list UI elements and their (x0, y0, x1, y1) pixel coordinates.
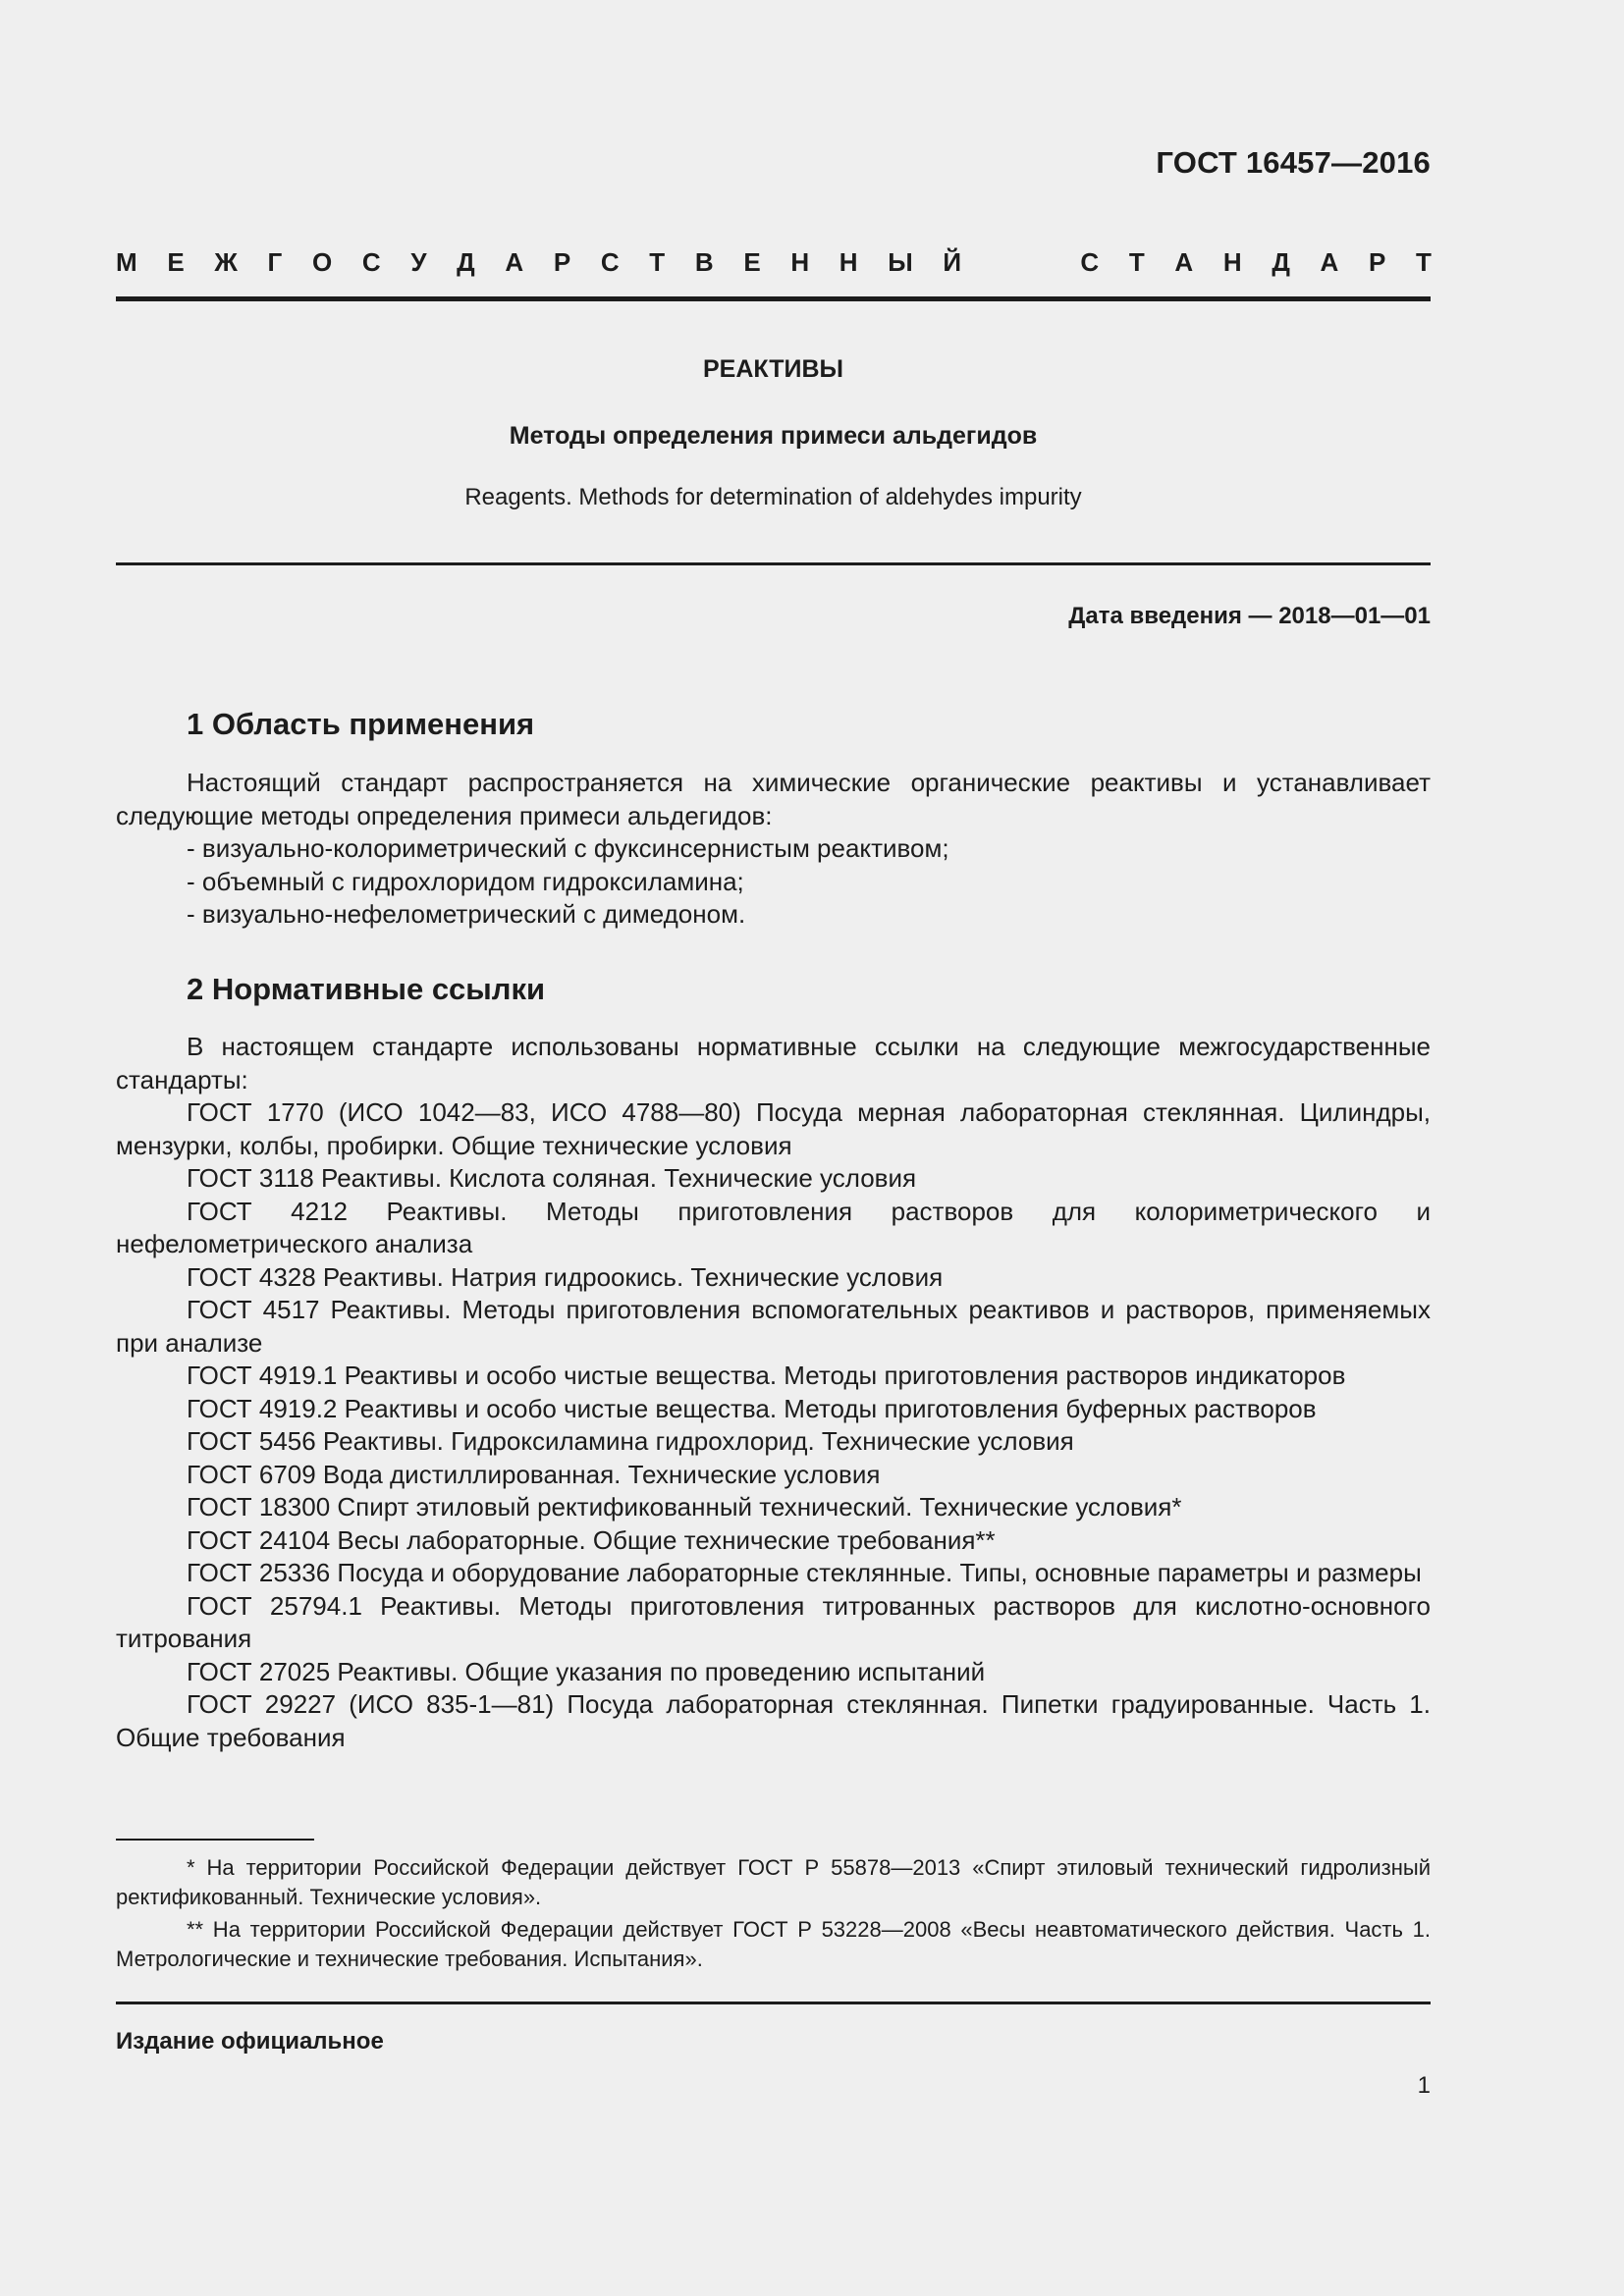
reference-item: ГОСТ 6709 Вода дистиллированная. Технические условия (187, 1459, 881, 1489)
banner-letter: С (361, 247, 381, 277)
banner-letter: А (1174, 247, 1194, 277)
reference-item: ГОСТ 25794.1 Реактивы. Методы приготовления титрованных растворов для кислотно-основного титрования (116, 1590, 1431, 1653)
references-paragraph: В настоящем стандарте использованы нормативные ссылки на следующие межгосударственные стандарты: (116, 1032, 1431, 1095)
document-subtitle: Методы определения примеси альдегидов (509, 422, 1038, 450)
header-divider (116, 296, 1431, 301)
page-number: 1 (1417, 2072, 1431, 2099)
banner-letter: Н (839, 247, 858, 277)
banner-spacer (992, 247, 1051, 278)
banner-letter: А (505, 247, 524, 277)
reference-item: ГОСТ 4212 Реактивы. Методы приготовления растворов для колориметрического и нефелометрического анализа (116, 1196, 1431, 1258)
list-item: - визуально-колориметрический с фуксинсернистым реактивом; (187, 833, 949, 863)
banner-letter: В (694, 247, 714, 277)
banner-letter: Т (649, 247, 666, 277)
footnote-text: * На территории Российской Федерации действует ГОСТ Р 55878—2013 «Спирт этиловый технический гидролизный ректификованный. Технические условия». (116, 1855, 1431, 1909)
reference-item: ГОСТ 4517 Реактивы. Методы приготовления вспомогательных реактивов и растворов, применяемых при анализе (116, 1295, 1431, 1358)
list-item: - визуально-нефелометрический с димедоном. (187, 899, 746, 929)
banner-letter: Т (1128, 247, 1145, 277)
section-heading-scope: 1 Область применения (187, 707, 535, 741)
banner-letter: Г (267, 247, 283, 277)
reference-item: ГОСТ 3118 Реактивы. Кислота соляная. Технические условия (187, 1163, 917, 1193)
banner-letter: М (116, 247, 137, 277)
reference-item: ГОСТ 4328 Реактивы. Натрия гидроокись. Технические условия (187, 1261, 944, 1292)
reference-item: ГОСТ 1770 (ИСО 1042—83, ИСО 4788—80) Посуда мерная лабораторная стеклянная. Цилиндры, мензурки, колбы, пробирки. Общие технические условия (116, 1097, 1431, 1160)
english-title: Reagents. Methods for determination of aldehydes impurity (464, 484, 1082, 510)
section-heading-references: 2 Нормативные ссылки (187, 972, 546, 1006)
banner-letter: Д (457, 247, 475, 277)
footnote (116, 1853, 1431, 1912)
reference-item: ГОСТ 5456 Реактивы. Гидроксиламина гидрохлорид. Технические условия (187, 1426, 1074, 1456)
reference-item: ГОСТ 27025 Реактивы. Общие указания по проведению испытаний (187, 1656, 986, 1686)
title-divider (116, 562, 1431, 565)
footer-divider (116, 2002, 1431, 2004)
banner-letter: А (1320, 247, 1339, 277)
scope-paragraph: Настоящий стандарт распространяется на химические органические реактивы и устанавливает следующие методы определения примеси альдегидов: (116, 768, 1431, 830)
section-references-body (116, 1031, 1431, 1754)
footnote (116, 1915, 1431, 1974)
reference-item: ГОСТ 29227 (ИСО 835-1—81) Посуда лабораторная стеклянная. Пипетки градуированные. Часть 1. Общие требования (116, 1689, 1431, 1752)
banner-letter: Д (1272, 247, 1290, 277)
banner-letter: Ж (214, 247, 238, 277)
official-edition-label: Издание официальное (116, 2028, 384, 2055)
banner-letter: Р (553, 247, 571, 277)
reference-item: ГОСТ 24104 Весы лабораторные. Общие технические требования** (187, 1524, 996, 1555)
introduction-date: Дата введения — 2018—01—01 (1068, 603, 1431, 629)
interstate-standard-banner (116, 247, 1432, 278)
banner-letter: О (311, 247, 333, 277)
banner-letter: Н (790, 247, 810, 277)
section-scope-body (116, 767, 1431, 932)
banner-letter: Е (743, 247, 761, 277)
list-item: - объемный с гидрохлоридом гидроксиламина; (187, 866, 744, 896)
reference-item: ГОСТ 25336 Посуда и оборудование лабораторные стеклянные. Типы, основные параметры и размеры (187, 1558, 1422, 1587)
banner-letter: С (1080, 247, 1100, 277)
banner-letter: Н (1222, 247, 1242, 277)
banner-letter: Й (943, 247, 962, 277)
reference-item: ГОСТ 4919.1 Реактивы и особо чистые вещества. Методы приготовления растворов индикаторов (187, 1361, 1346, 1390)
banner-letter: Е (167, 247, 185, 277)
gost-number: ГОСТ 16457—2016 (1156, 145, 1431, 180)
banner-letter: У (410, 247, 427, 277)
banner-letter: Т (1416, 247, 1432, 277)
document-title: РЕАКТИВЫ (702, 355, 844, 383)
banner-letter: С (600, 247, 620, 277)
banner-letter: Р (1368, 247, 1386, 277)
reference-item: ГОСТ 4919.2 Реактивы и особо чистые вещества. Методы приготовления буферных растворов (187, 1393, 1317, 1423)
footnote-text: ** На территории Российской Федерации действует ГОСТ Р 53228—2008 «Весы неавтоматического действия. Часть 1. Метрологические и технические требования. Испытания». (116, 1917, 1431, 1971)
reference-item: ГОСТ 18300 Спирт этиловый ректификованный технический. Технические условия* (187, 1492, 1182, 1522)
banner-letter: Ы (888, 247, 913, 277)
footnote-divider (116, 1839, 314, 1841)
